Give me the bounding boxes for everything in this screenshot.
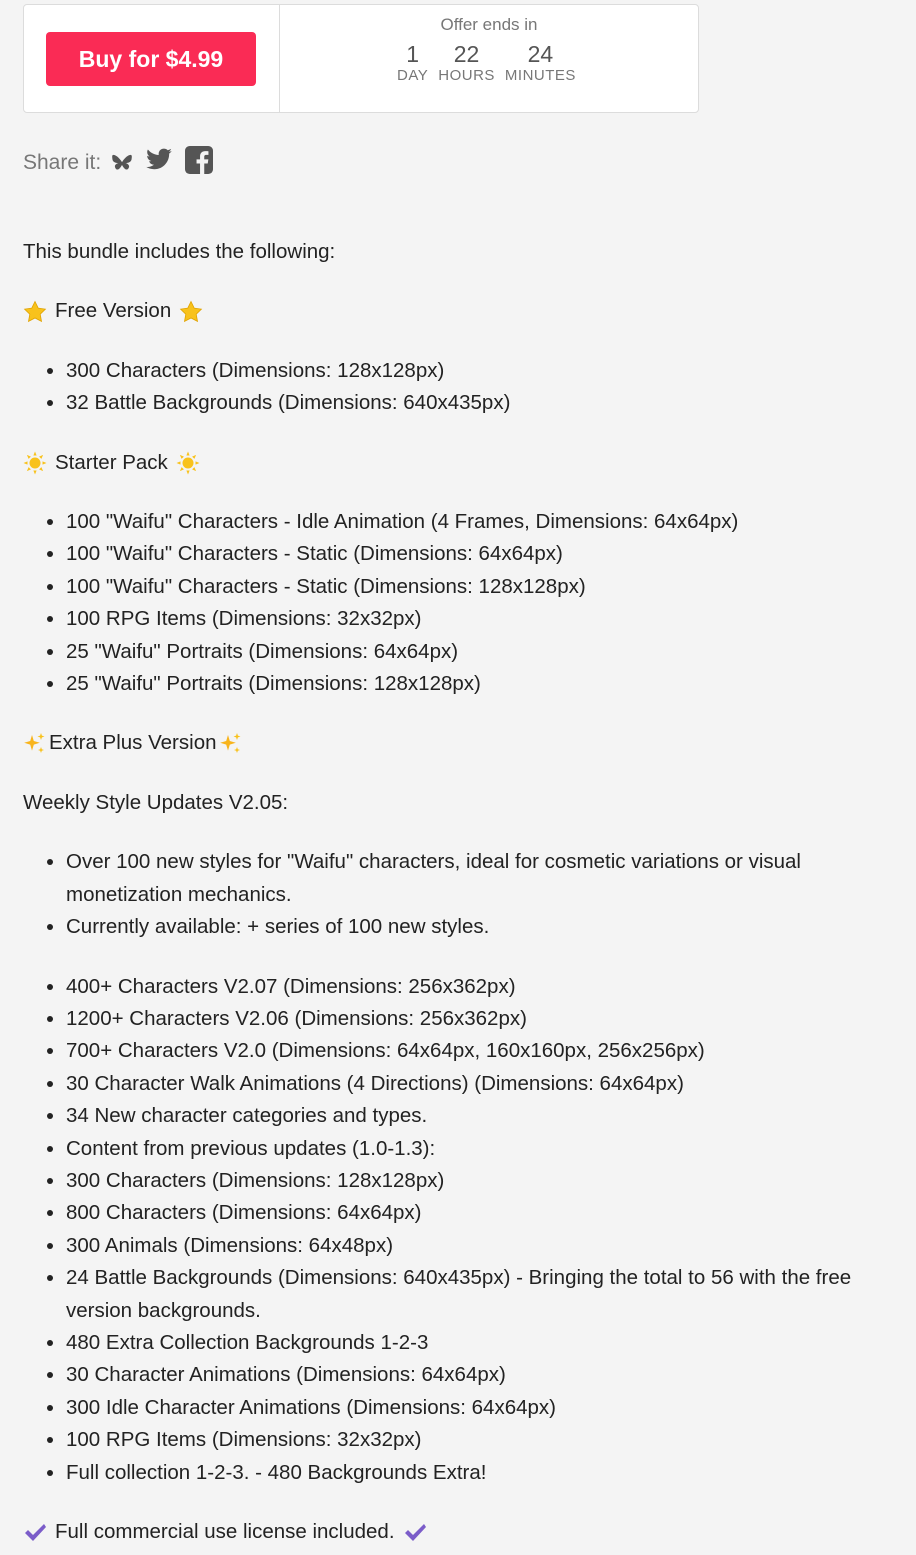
facebook-icon[interactable] (185, 146, 213, 180)
list-item: • 300 Characters (Dimensions: 128x128px) (66, 355, 883, 387)
free-version-title: Free Version (55, 299, 172, 323)
offer-title: Offer ends in (440, 15, 538, 34)
list-item: • 300 Idle Character Animations (Dimensions: 64x64px) (66, 1392, 856, 1424)
intro-text: This bundle includes the following: (23, 240, 336, 263)
timer-minutes (505, 41, 576, 84)
buy-section (24, 5, 280, 112)
timer-days-value: 1 (406, 41, 420, 67)
list-item: • 30 Character Walk Animations (4 Directions) (Dimensions: 64x64px) (66, 1068, 856, 1100)
free-version-heading (23, 295, 883, 327)
bundle-description (23, 236, 883, 1548)
list-item: • 800 Characters (Dimensions: 64x64px) (66, 1197, 856, 1229)
list-item: • 300 Animals (Dimensions: 64x48px) (66, 1230, 856, 1262)
list-item: • 34 New character categories and types. (66, 1100, 856, 1132)
share-row (23, 146, 213, 180)
timer-minutes-label: MINUTES (504, 67, 576, 84)
starter-pack-heading (23, 447, 883, 479)
starter-pack-list (23, 506, 883, 700)
license-heading (23, 1516, 883, 1548)
extra-plus-title: Extra Plus Version (49, 731, 217, 755)
list-item: • 100 "Waifu" Characters - Idle Animation (4 Frames, Dimensions: 64x64px) (66, 506, 883, 538)
bluesky-icon[interactable] (111, 153, 133, 179)
list-item: • 100 RPG Items (Dimensions: 32x32px) (66, 603, 883, 635)
list-item: • 25 "Waifu" Portraits (Dimensions: 64x64px) (66, 636, 883, 668)
extra-plus-heading (23, 727, 883, 759)
weekly-updates-list (23, 846, 826, 943)
list-item: • Currently available: + series of 100 new styles. (66, 911, 826, 943)
license-text: Full commercial use license included. (55, 1520, 395, 1543)
free-version-list (23, 355, 883, 420)
check-icon (403, 1520, 427, 1544)
timer-days (397, 41, 428, 84)
list-item: • Over 100 new styles for "Waifu" characters, ideal for cosmetic variations or visual monetization mechanics. (66, 846, 826, 911)
sun-icon (176, 451, 200, 475)
starter-pack-title: Starter Pack (55, 450, 168, 474)
weekly-updates-title: Weekly Style Updates V2.05: (23, 790, 289, 814)
twitter-icon[interactable] (145, 148, 173, 178)
sun-icon (23, 451, 47, 475)
check-icon (23, 1520, 47, 1544)
star-icon (23, 300, 47, 324)
timer-hours (438, 41, 495, 84)
sparkles-icon (23, 732, 47, 756)
list-item: • 400+ Characters V2.07 (Dimensions: 256x362px) (66, 971, 856, 1003)
purchase-box (23, 4, 699, 113)
timer-days-label: DAY (397, 67, 429, 84)
list-item: • 100 RPG Items (Dimensions: 32x32px) (66, 1424, 856, 1456)
list-item: • 24 Battle Backgrounds (Dimensions: 640x435px) - Bringing the total to 56 with the free version backgrounds. (66, 1262, 856, 1327)
share-label: Share it: (23, 151, 102, 174)
timer-hours-label: HOURS (438, 67, 495, 84)
list-item: • 100 "Waifu" Characters - Static (Dimensions: 128x128px) (66, 571, 883, 603)
countdown-timer (397, 41, 586, 84)
list-item: • 300 Characters (Dimensions: 128x128px) (66, 1165, 856, 1197)
offer-countdown (279, 5, 699, 112)
list-item: • 1200+ Characters V2.06 (Dimensions: 256x362px) (66, 1003, 856, 1035)
list-item: • Full collection 1-2-3. - 480 Backgrounds Extra! (66, 1457, 856, 1489)
list-item: • 30 Character Animations (Dimensions: 64x64px) (66, 1359, 856, 1391)
list-item: • 480 Extra Collection Backgrounds 1-2-3 (66, 1327, 856, 1359)
timer-hours-value: 22 (453, 41, 480, 67)
list-item: • 700+ Characters V2.0 (Dimensions: 64x64px, 160x160px, 256x256px) (66, 1035, 856, 1067)
sparkles-icon (219, 732, 243, 756)
star-icon (179, 300, 203, 324)
contents-list (23, 971, 856, 1490)
timer-minutes-value: 24 (527, 41, 554, 67)
list-item: • 25 "Waifu" Portraits (Dimensions: 128x128px) (66, 668, 883, 700)
buy-button[interactable]: Buy for $4.99 (46, 32, 256, 86)
list-item: • Content from previous updates (1.0-1.3): (66, 1133, 856, 1165)
list-item: • 32 Battle Backgrounds (Dimensions: 640x435px) (66, 387, 883, 419)
list-item: • 100 "Waifu" Characters - Static (Dimensions: 64x64px) (66, 538, 883, 570)
